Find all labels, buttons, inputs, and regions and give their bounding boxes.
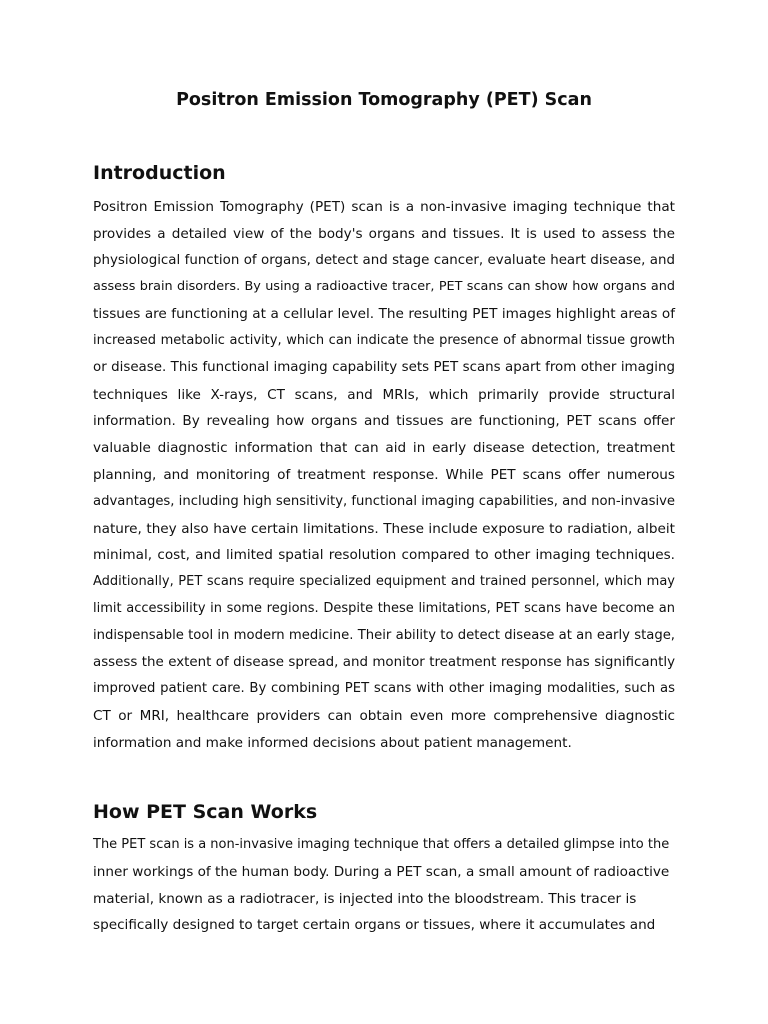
paragraph-line: planning, and monitoring of treatment response. While PET scans offer numerous [93, 466, 675, 483]
paragraph-line: nature, they also have certain limitations. These include exposure to radiation, albeit [93, 520, 675, 537]
paragraph-line: material, known as a radiotracer, is injected into the bloodstream. This tracer is [93, 890, 637, 907]
paragraph-line: specifically designed to target certain organs or tissues, where it accumulates and [93, 917, 656, 934]
paragraph-line: tissues are functioning at a cellular level. The resulting PET images highlight areas of [93, 306, 675, 323]
page-title: Positron Emission Tomography (PET) Scan [176, 90, 592, 110]
paragraph-line: information and make informed decisions about patient management. [93, 734, 572, 751]
paragraph-line: assess brain disorders. By using a radioactive tracer, PET scans can show how organs and [93, 279, 675, 295]
paragraph-line: valuable diagnostic information that can aid in early disease detection, treatment [93, 440, 675, 457]
paragraph-line: Additionally, PET scans require specialized equipment and trained personnel, which may [93, 574, 675, 590]
paragraph-line: Positron Emission Tomography (PET) scan is a non-invasive imaging technique that [93, 199, 675, 215]
paragraph-line: indispensable tool in modern medicine. Their ability to detect disease at an early stage, [93, 627, 675, 643]
paragraph-line: physiological function of organs, detect and stage cancer, evaluate heart disease, and [93, 252, 675, 268]
paragraph-line: or disease. This functional imaging capability sets PET scans apart from other imaging [93, 359, 675, 375]
paragraph-line: assess the extent of disease spread, and monitor treatment response has significantly [93, 654, 675, 670]
paragraph-line: increased metabolic activity, which can indicate the presence of abnormal tissue growth [93, 332, 675, 348]
paragraph-line: The PET scan is a non-invasive imaging technique that offers a detailed glimpse into the [93, 837, 670, 852]
paragraph-line: information. By revealing how organs and tissues are functioning, PET scans offer [93, 413, 675, 430]
how-pet-scan-works-paragraph [93, 832, 675, 939]
introduction-paragraph [93, 194, 675, 757]
section-heading-introduction: Introduction [93, 162, 226, 184]
paragraph-line: techniques like X-rays, CT scans, and MRIs, which primarily provide structural [93, 386, 675, 403]
paragraph-line: advantages, including high sensitivity, functional imaging capabilities, and non-invasive [93, 493, 676, 509]
paragraph-line: limit accessibility in some regions. Despite these limitations, PET scans have become an [93, 600, 675, 616]
paragraph-line: improved patient care. By combining PET scans with other imaging modalities, such as [93, 681, 675, 697]
paragraph-line: minimal, cost, and limited spatial resolution compared to other imaging techniques. [93, 547, 675, 564]
section-heading-how-pet-scan-works: How PET Scan Works [93, 801, 318, 823]
paragraph-line: inner workings of the human body. During a PET scan, a small amount of radioactive [93, 863, 670, 880]
paragraph-line: CT or MRI, healthcare providers can obtain even more comprehensive diagnostic [93, 708, 675, 725]
paragraph-line: provides a detailed view of the body's organs and tissues. It is used to assess the [93, 225, 675, 242]
